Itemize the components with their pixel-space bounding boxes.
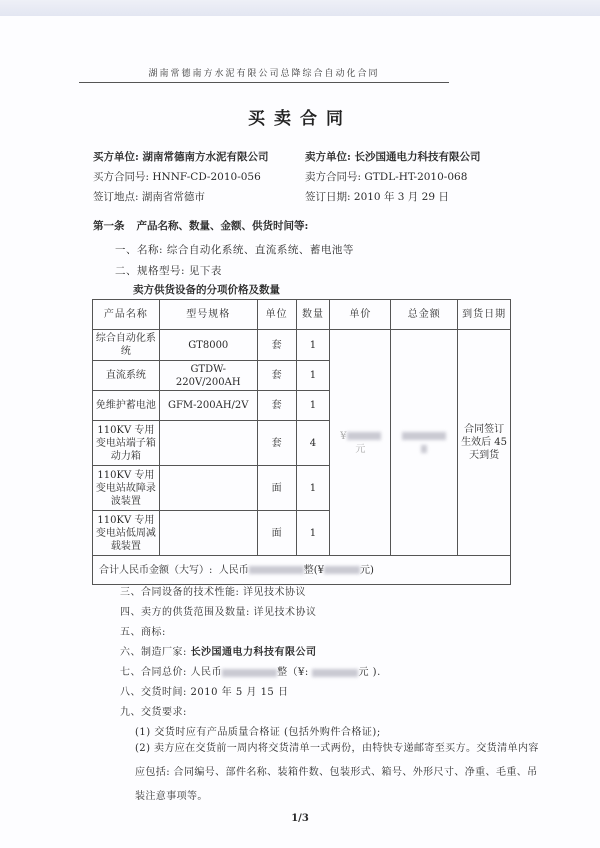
sign-place-value: 湖南省常德市 bbox=[141, 191, 205, 203]
cell-unit: 面 bbox=[257, 511, 296, 556]
cell-model: GTDW-220V/200AH bbox=[159, 361, 257, 391]
redacted-unit-price bbox=[347, 432, 381, 440]
total-prefix: 人民币 bbox=[218, 564, 249, 576]
article-heading: 产品名称、数量、金额、供货时间等: bbox=[136, 220, 309, 232]
header-qty: 数量 bbox=[296, 300, 330, 330]
cell-name: 110KV 专用变电站故障录波装置 bbox=[93, 466, 160, 511]
header-unit-price: 单价 bbox=[330, 300, 391, 330]
buyer-contract bbox=[93, 169, 261, 184]
clause-6 bbox=[120, 643, 317, 658]
cell-qty: 1 bbox=[296, 330, 330, 361]
table-row bbox=[93, 330, 511, 361]
cell-unit: 套 bbox=[257, 391, 296, 421]
article-number: 第一条 bbox=[93, 220, 125, 232]
clause-1: 一、名称: 综合自动化系统、直流系统、蓄电池等 bbox=[115, 244, 354, 256]
header-total: 总金额 bbox=[391, 300, 458, 330]
cell-qty: 1 bbox=[296, 361, 330, 391]
cell-name: 110KV 专用变电站低周减载装置 bbox=[93, 511, 160, 556]
document-title: 买卖合同 bbox=[248, 109, 352, 129]
clause-7-label: 七、合同总价: 人民币 bbox=[120, 667, 223, 678]
cell-unit: 面 bbox=[257, 466, 296, 511]
redacted-total-amount-2 bbox=[421, 445, 427, 453]
header-model: 型号规格 bbox=[159, 300, 257, 330]
manufacturer-name: 长沙国通电力科技有限公司 bbox=[190, 647, 317, 658]
seller-contract-label: 卖方合同号: bbox=[305, 171, 362, 183]
cell-total-amount bbox=[93, 556, 511, 585]
parties-block bbox=[93, 149, 553, 209]
table-header-row bbox=[93, 300, 511, 330]
items-table bbox=[92, 299, 511, 585]
article-1-title bbox=[93, 218, 308, 233]
cell-unit: 套 bbox=[257, 330, 296, 361]
sign-date-value: 2010 年 3 月 29 日 bbox=[353, 191, 449, 203]
sign-date-label: 签订日期: bbox=[305, 191, 351, 203]
seller-label: 卖方单位: bbox=[305, 151, 351, 163]
sign-place-label: 签订地点: bbox=[93, 191, 139, 203]
buyer-label: 买方单位: bbox=[93, 151, 139, 163]
seller-unit bbox=[305, 149, 481, 164]
clause-6-label: 六、制造厂家: bbox=[120, 647, 187, 658]
clause-3: 三、合同设备的技术性能: 详见技术协议 bbox=[120, 587, 307, 598]
running-header: 湖南常德南方水泥有限公司总降综合自动化合同 bbox=[148, 69, 380, 79]
table-total-row bbox=[93, 556, 511, 585]
seller-name: 长沙国通电力科技有限公司 bbox=[354, 151, 481, 163]
sign-place bbox=[93, 189, 205, 204]
cell-unit-price-merged bbox=[330, 330, 391, 556]
clause-5: 五、商标: bbox=[120, 627, 166, 638]
redacted-total-amount bbox=[402, 432, 446, 440]
clause-8: 八、交货时间: 2010 年 5 月 15 日 bbox=[120, 687, 289, 698]
buyer-name: 湖南常德南方水泥有限公司 bbox=[142, 151, 269, 163]
cell-name: 110KV 专用变电站端子箱动力箱 bbox=[93, 421, 160, 466]
scan-top-band bbox=[0, 0, 600, 16]
clause-9-1: (1) 交货时应有产品质量合格证 (包括外购件合格证); bbox=[135, 727, 381, 738]
cell-model bbox=[159, 421, 257, 466]
unit-price-suffix: 元 bbox=[355, 443, 366, 455]
cell-model: GT8000 bbox=[159, 330, 257, 361]
total-mid: 整(¥ bbox=[303, 564, 324, 576]
clause-9: 九、交货要求: bbox=[120, 707, 187, 718]
sign-date bbox=[305, 189, 449, 204]
cell-delivery-merged: 合同签订生效后 45 天到货 bbox=[458, 330, 511, 556]
cell-unit: 套 bbox=[257, 361, 296, 391]
redacted-total-words bbox=[249, 566, 304, 574]
cell-name: 免维护蓄电池 bbox=[93, 391, 160, 421]
header-unit: 单位 bbox=[257, 300, 296, 330]
cell-model bbox=[159, 511, 257, 556]
clause-9-2: (2) 卖方应在交货前一周内将交货清单一式两份，由特快专递邮寄至买方。交货清单内容应包括: 合同编号、部件名称、装箱件数、包装形式、箱号、外形尺寸、净重、毛重、吊装注意事项等。 bbox=[135, 743, 539, 802]
redacted-total-figure bbox=[324, 566, 360, 574]
buyer-contract-no: HNNF-CD-2010-056 bbox=[152, 171, 261, 183]
seller-contract-no: GTDL-HT-2010-068 bbox=[364, 171, 468, 183]
clause-7-mid: 整（¥: bbox=[277, 667, 309, 678]
cell-qty: 1 bbox=[296, 391, 330, 421]
cell-name: 综合自动化系统 bbox=[93, 330, 160, 361]
cell-model bbox=[159, 466, 257, 511]
total-label: 合计人民币金额（大写）: bbox=[99, 564, 213, 576]
seller-contract bbox=[305, 169, 467, 184]
cell-qty: 1 bbox=[296, 466, 330, 511]
cell-name: 直流系统 bbox=[93, 361, 160, 391]
cell-qty: 4 bbox=[296, 421, 330, 466]
contract-page bbox=[0, 16, 600, 848]
total-suffix: 元) bbox=[360, 564, 374, 576]
clause-7 bbox=[120, 663, 381, 678]
header-delivery: 到货日期 bbox=[458, 300, 511, 330]
table-caption: 卖方供货设备的分项价格及数量 bbox=[133, 284, 280, 296]
page-number: 1/3 bbox=[291, 813, 309, 824]
unit-price-prefix: ¥ bbox=[340, 430, 347, 442]
clause-7-suffix: 元 ). bbox=[358, 667, 381, 678]
redacted-contract-total-words bbox=[222, 669, 277, 677]
clause-2: 二、规格型号: 见下表 bbox=[115, 265, 222, 277]
cell-model: GFM-200AH/2V bbox=[159, 391, 257, 421]
redacted-contract-total-figure bbox=[312, 669, 358, 677]
header-rule bbox=[79, 82, 449, 83]
header-product-name: 产品名称 bbox=[93, 300, 160, 330]
clause-4: 四、卖方的供货范围及数量: 详见技术协议 bbox=[120, 607, 317, 618]
buyer-unit bbox=[93, 149, 269, 164]
buyer-contract-label: 买方合同号: bbox=[93, 171, 150, 183]
cell-total-merged bbox=[391, 330, 458, 556]
cell-unit: 套 bbox=[257, 421, 296, 466]
cell-qty: 1 bbox=[296, 511, 330, 556]
